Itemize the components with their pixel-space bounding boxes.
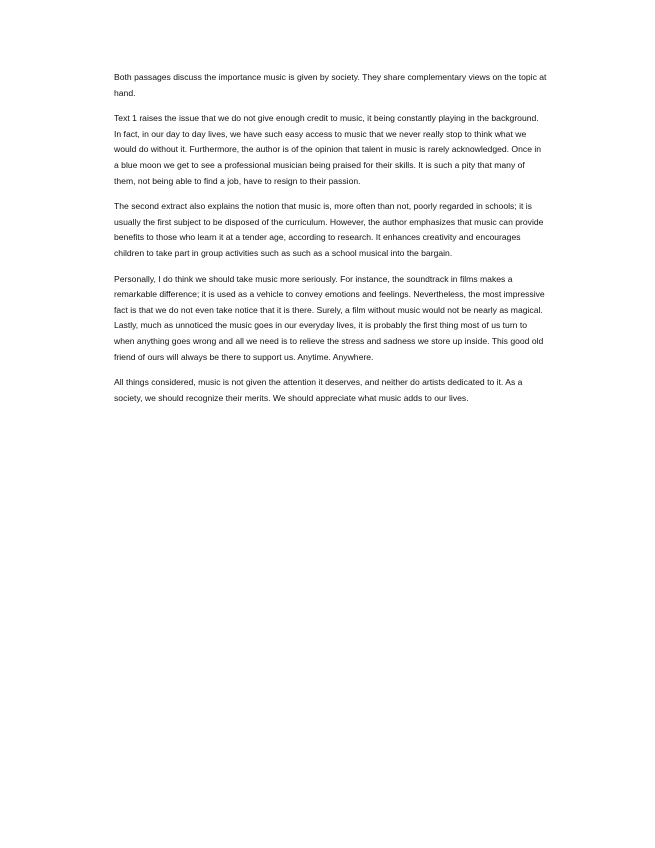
essay-body xyxy=(114,70,548,416)
paragraph-conclusion: All things considered, music is not given the attention it deserves, and neither do artists dedicated to it. As a society, we should recognize their merits. We should appreciate what music adds to our lives. xyxy=(114,377,523,403)
paragraph-text-2: The second extract also explains the notion that music is, more often than not, poorly regarded in schools; it is usually the first subject to be disposed of the curriculum. However, the author emphasizes that music can provide benefits to those who learn it at a tender age, according to research. It enhances creativity and encourages children to take part in group activities such as such as a school musical into the bargain. xyxy=(114,201,544,258)
paragraph-intro: Both passages discuss the importance music is given by society. They share complementary views on the topic at hand. xyxy=(114,72,547,98)
paragraph-opinion: Personally, I do think we should take music more seriously. For instance, the soundtrack in films makes a remarkable difference; it is used as a vehicle to convey emotions and feelings. Nevertheless, the most impressive fact is that we do not even take notice that it is there. Surely, a film without music would not be nearly as magical. Lastly, much as unnoticed the music goes in our everyday lives, it is probably the first thing most of us turn to when anything goes wrong and all we need is to relieve the stress and sadness we store up inside. This good old friend of ours will always be there to support us. Anytime. Anywhere. xyxy=(114,273,545,362)
paragraph-text-1: Text 1 raises the issue that we do not give enough credit to music, it being constantly playing in the background. In fact, in our day to day lives, we have such easy access to music that we never really stop to think what we would do without it. Furthermore, the author is of the opinion that talent in music is rarely acknowledged. Once in a blue moon we get to see a professional musician being praised for their skills. It is such a pity that many of them, not being able to find a job, have to resign to their passion. xyxy=(114,113,542,186)
